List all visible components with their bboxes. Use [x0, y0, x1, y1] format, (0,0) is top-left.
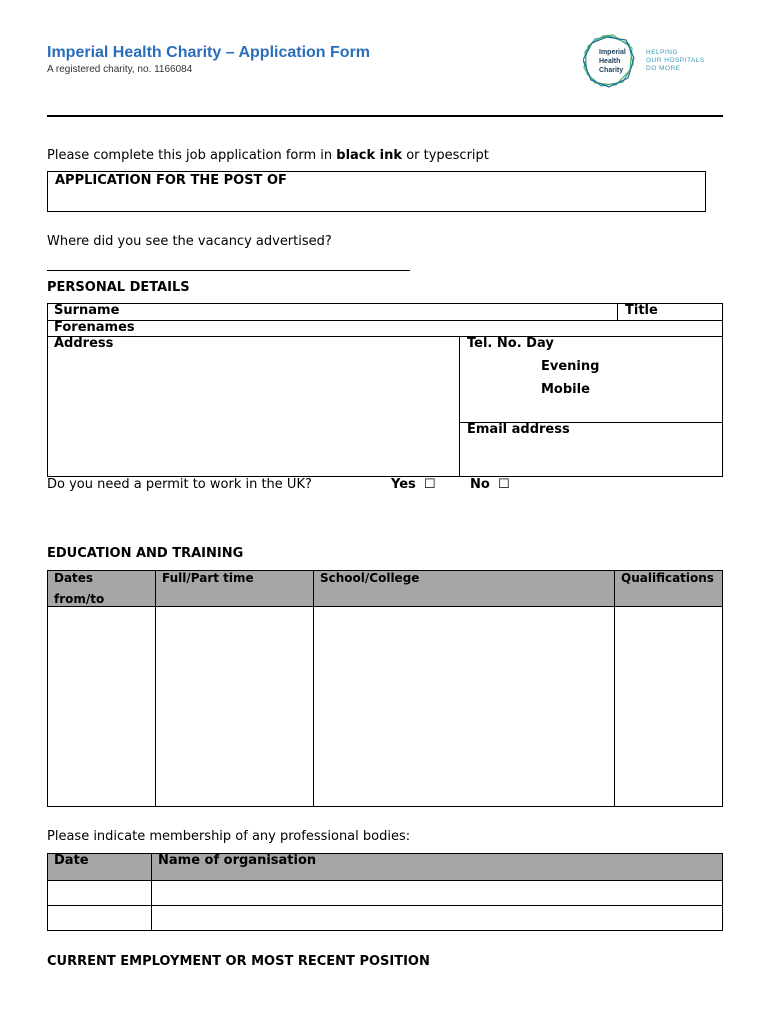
- permit-yes-option[interactable]: [391, 477, 436, 492]
- checkbox-icon[interactable]: ☐: [423, 477, 436, 492]
- permit-yes-label: Yes: [391, 477, 416, 492]
- permit-no-label: No: [470, 477, 490, 492]
- col-qualifications: Qualifications: [621, 571, 714, 585]
- vacancy-answer-line[interactable]: [47, 270, 410, 271]
- post-applied-label: APPLICATION FOR THE POST OF: [55, 173, 287, 188]
- svg-text:Imperial: Imperial: [599, 49, 626, 56]
- employment-heading: CURRENT EMPLOYMENT OR MOST RECENT POSITION: [47, 954, 430, 969]
- email-label: Email address: [467, 422, 570, 437]
- title-label: Title: [625, 303, 658, 318]
- tel-evening-label: Evening: [541, 359, 600, 374]
- surname-label: Surname: [54, 303, 120, 318]
- charity-number: A registered charity, no. 1166084: [47, 64, 193, 75]
- charity-logo: [583, 34, 723, 88]
- tel-mobile-label: Mobile: [541, 382, 590, 397]
- vacancy-question: Where did you see the vacancy advertised?: [47, 234, 332, 249]
- col-date: Date: [54, 853, 89, 868]
- col-school-college: School/College: [320, 571, 420, 585]
- svg-text:Charity: Charity: [599, 67, 624, 74]
- personal-details-table: [47, 303, 723, 477]
- col-full-part-time: Full/Part time: [162, 571, 254, 585]
- col-organisation: Name of organisation: [158, 853, 317, 868]
- svg-text:Health: Health: [599, 58, 621, 65]
- permit-no-option[interactable]: [470, 477, 510, 492]
- forenames-label: Forenames: [54, 320, 135, 335]
- intro-suffix: or typescript: [406, 148, 489, 163]
- membership-question: Please indicate membership of any professional bodies:: [47, 829, 411, 844]
- education-heading: EDUCATION AND TRAINING: [47, 546, 244, 561]
- svg-text:HELPING: HELPING: [646, 49, 679, 56]
- post-applied-box[interactable]: [47, 171, 706, 212]
- tel-day-label: Tel. No. Day: [467, 336, 554, 351]
- intro-text: [47, 148, 489, 163]
- membership-header-row: [48, 854, 722, 880]
- svg-text:OUR HOSPITALS: OUR HOSPITALS: [646, 57, 705, 64]
- checkbox-icon[interactable]: ☐: [497, 477, 510, 492]
- intro-prefix: Please complete this job application form in: [47, 148, 333, 163]
- work-permit-question: Do you need a permit to work in the UK?: [47, 477, 312, 492]
- personal-details-heading: PERSONAL DETAILS: [47, 280, 190, 295]
- form-title: Imperial Health Charity – Application Form: [47, 44, 371, 61]
- svg-text:DO MORE: DO MORE: [646, 65, 681, 72]
- header-divider: [47, 115, 723, 117]
- address-label: Address: [54, 336, 114, 351]
- charity-logo-icon: [583, 34, 723, 88]
- col-dates: Dates from/to: [54, 571, 105, 606]
- intro-bold: black ink: [336, 148, 403, 163]
